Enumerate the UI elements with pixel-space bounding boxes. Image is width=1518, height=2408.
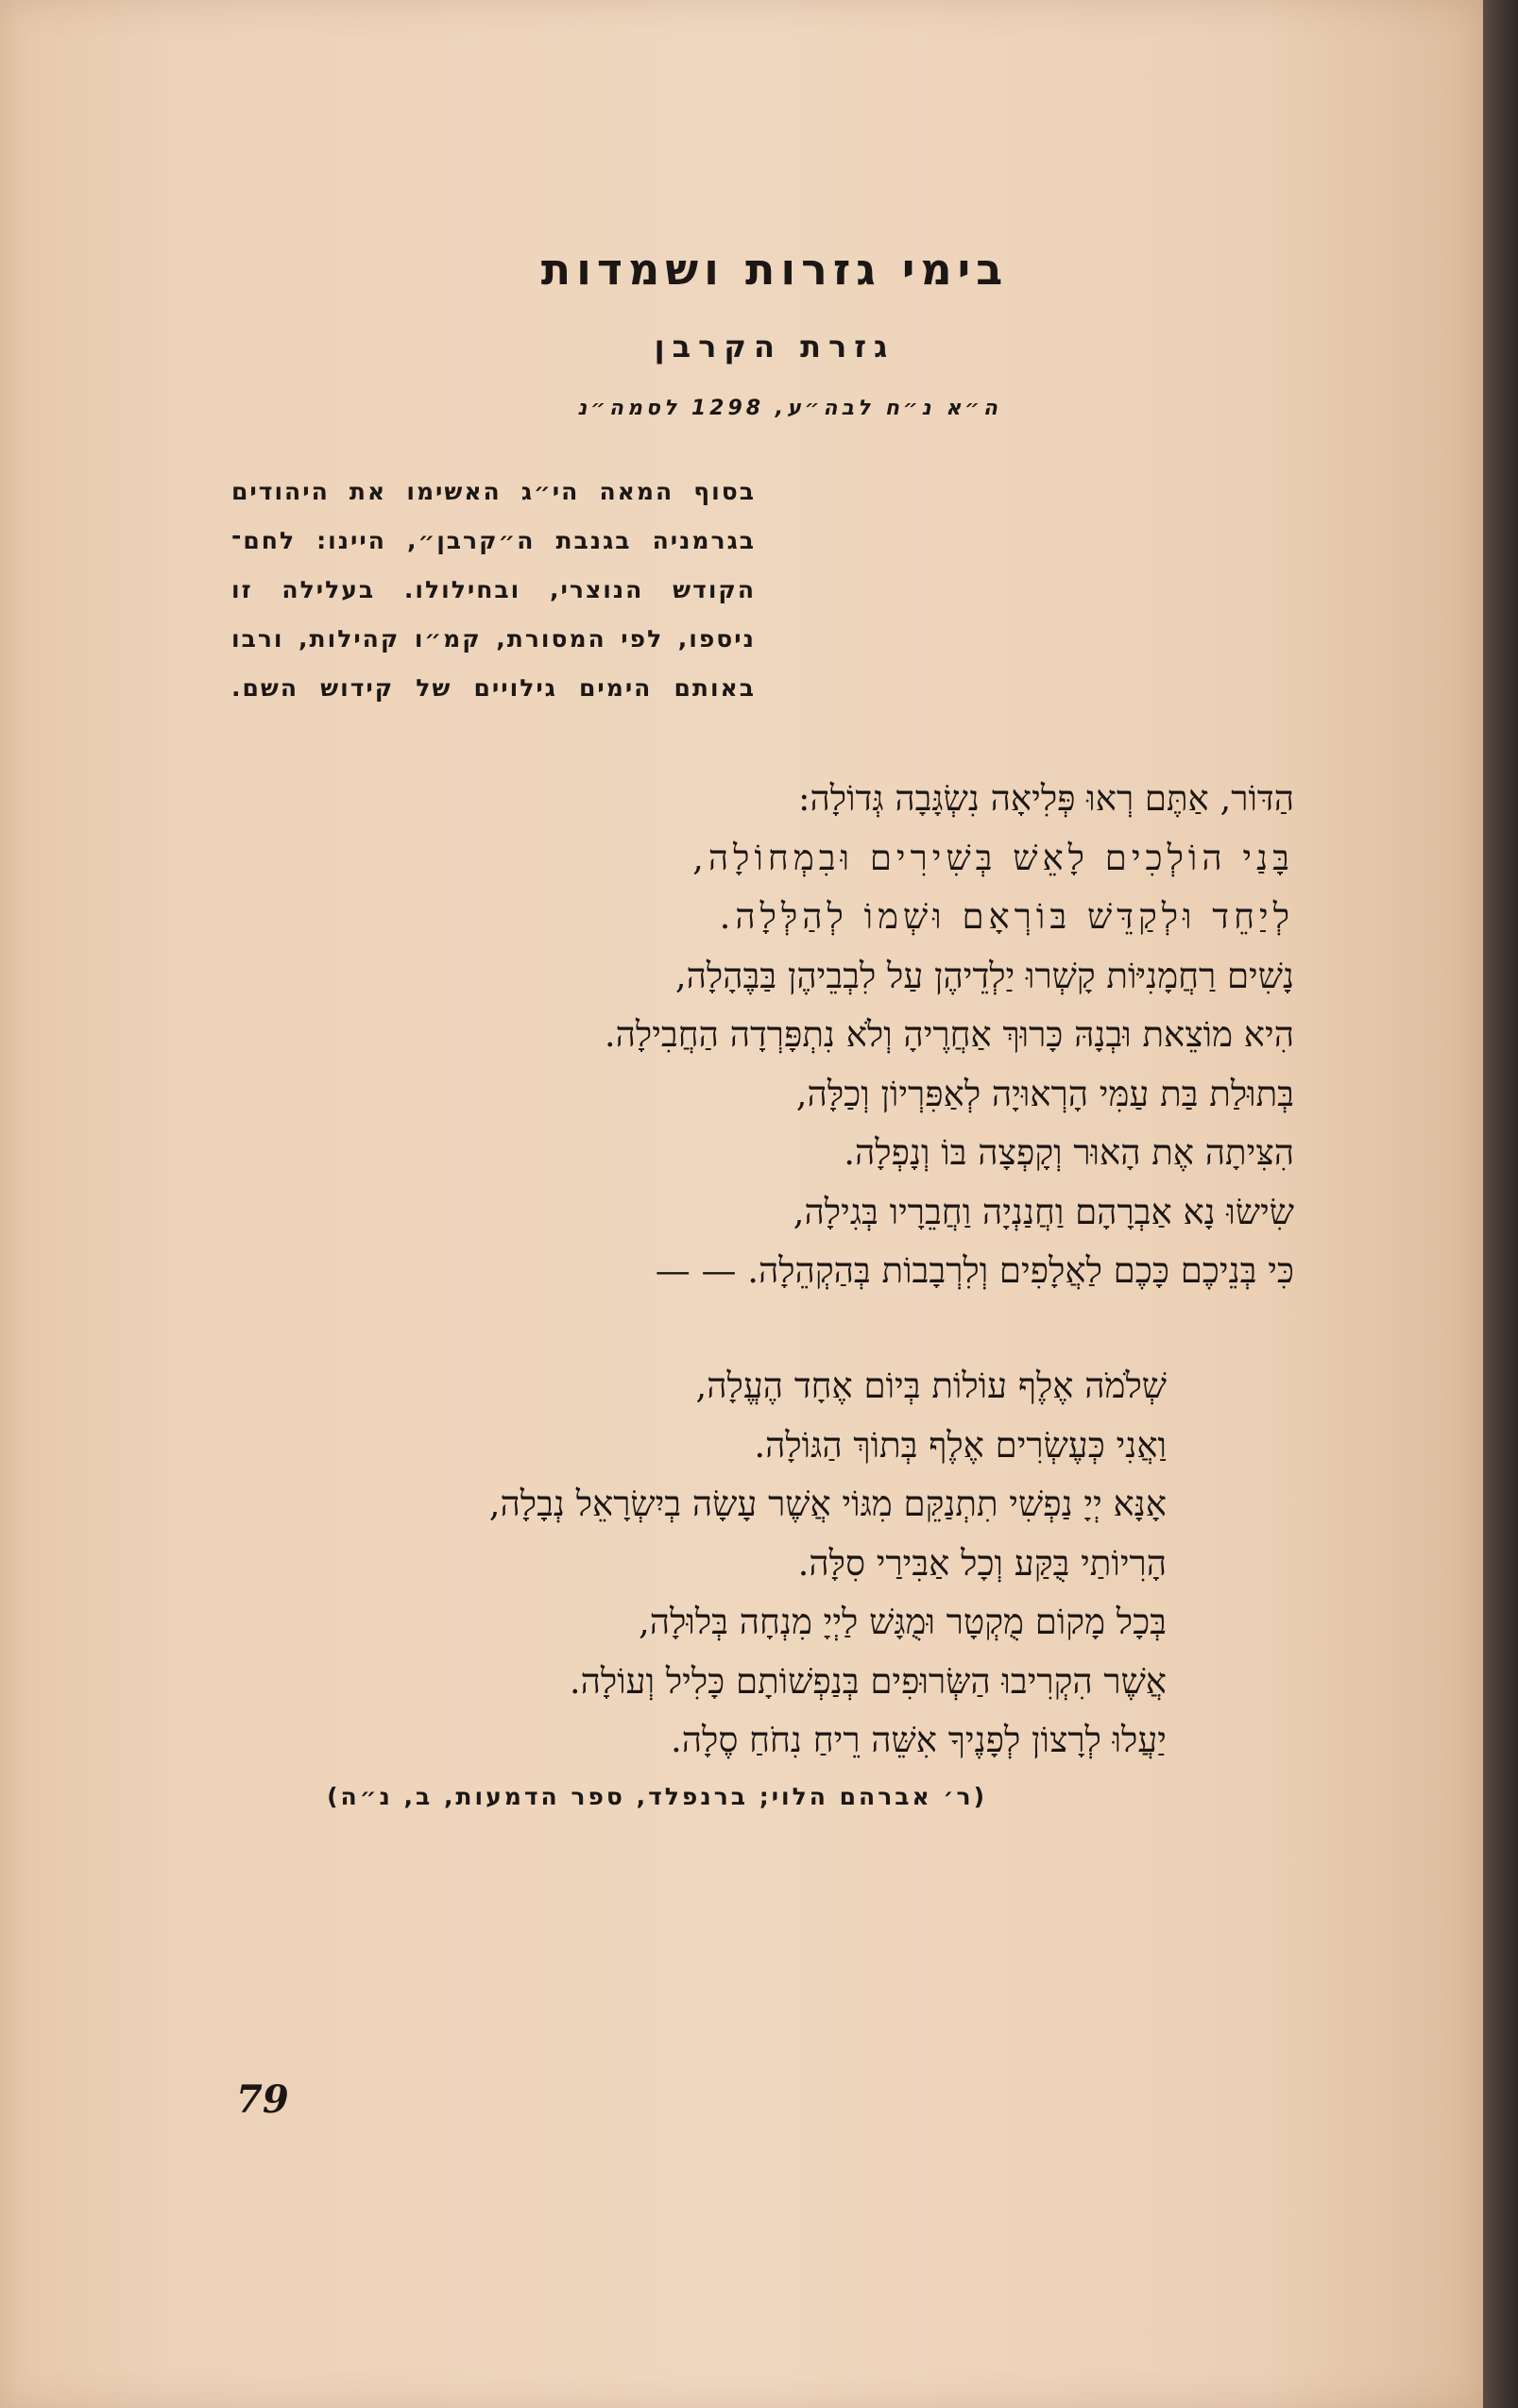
poem-line: שִׂישׂוּ נָא אַבְרָהָם וַחֲנַנְיָה וַחֲבֵרָיו בְּגִילָה, bbox=[793, 1191, 1294, 1232]
poem-line: הִצִּיתָה אֶת הָאוּר וְקָפְצָה בּוֹ וְנָפְלָה. bbox=[844, 1132, 1294, 1173]
source-citation: (ר׳ אברהם הלוי; ברנפלד, ספר הדמעות, ב, נ״ה) bbox=[327, 1783, 987, 1810]
poem-line: לְיַחֵד וּלְקַדֵּשׁ בּוֹרְאָם וּשְׁמוֹ לְהַלְּלָה. bbox=[719, 896, 1294, 937]
poem-line: כִּי בְּנֵיכֶם כָּכֶם לַאֲלָפִים וְלִרְבָבוֹת בְּהַקְהֵלָה. — — bbox=[655, 1250, 1294, 1291]
poem-stanza-2 bbox=[222, 1357, 1167, 1771]
intro-line: ניספו, לפי המסורת, קמ״ו קהילות, ורבו bbox=[231, 625, 756, 653]
page-title: בימי גזרות ושמדות bbox=[540, 244, 1009, 295]
poem-line: הִיא מוֹצֵאת וּבְנָהּ כָּרוּךְ אַחֲרֶיהָ וְלֹא נִתְפָּרְדָה הַחֲבִילָה. bbox=[604, 1014, 1294, 1055]
poem-line: אָנָּא יְיָ נַפְשִׁי תִתְנַקֵּם מִגּוֹי אֲשֶׁר עָשָׂה בְיִשְׂרָאֵל נְבָלָה, bbox=[488, 1484, 1167, 1524]
intro-line: הקודש הנוצרי, ובחילולו. בעלילה זו bbox=[231, 576, 756, 603]
intro-line: בגרמניה בגנבת ה״קרבן״, היינו: לחם־ bbox=[231, 527, 756, 554]
poem-line: בְּכָל מָקוֹם מֻקְטָר וּמֻגָּשׁ לַיְיָ מִנְחָה בְּלוּלָה, bbox=[639, 1602, 1167, 1642]
poem-line: וַאֲנִי כְּעֶשְׂרִים אֶלֶף בְּתוֹךְ הַגּוֹלָה. bbox=[754, 1424, 1167, 1466]
poem-line: בָּנַי הוֹלְכִים לָאֵשׁ בְּשִׁירִים וּבִמְחוֹלָה, bbox=[692, 837, 1294, 878]
page-number: 79 bbox=[236, 2077, 289, 2122]
poem-line: נָשִׁים רַחֲמָנִיּוֹת קָשְׁרוּ יַלְדֵיהֶן עַל לִבְבֵיהֶן בַּבֶּהָלָה, bbox=[674, 955, 1294, 996]
poem-line: הָרִיוֹתַי בֻּקַּע וְכָל אַבִּירַי סִלָּה. bbox=[797, 1542, 1167, 1584]
intro-line: בסוף המאה הי״ג האשימו את היהודים bbox=[231, 478, 756, 505]
intro-paragraph bbox=[231, 467, 756, 713]
poem-line: שְׁלֹמֹה אֶלֶף עוֹלוֹת בְּיוֹם אֶחָד הֶעֱלָה, bbox=[695, 1365, 1167, 1406]
intro-line: באותם הימים גילויים של קידוש השם. bbox=[231, 674, 756, 702]
poem-line: בְּתוּלַת בַּת עַמִּי הָרְאוּיָה לְאַפִּרְיוֹן וְכַלָּה, bbox=[795, 1073, 1294, 1114]
poem-stanza-1 bbox=[222, 770, 1294, 1301]
book-edge bbox=[1483, 0, 1518, 2408]
poem-line: יַעֲלוּ לְרָצוֹן לְפָנֶיךָ אִשֵּׁה רֵיחַ נִחֹחַ סֶלָה. bbox=[670, 1720, 1167, 1760]
dateline: ה״א נ״ח לבה״ע, 1298 לסמה״נ bbox=[577, 397, 1001, 420]
section-subtitle: גזרת הקרבן bbox=[654, 329, 895, 365]
poem-line: הַדּוֹר, אַתֶּם רְאוּ פְּלִיאָה נִשְׂגָּבָה גְּדוֹלָה: bbox=[798, 778, 1294, 819]
poem-line: אֲשֶׁר הִקְרִיבוּ הַשְּׂרוּפִים בְּנַפְשׁוֹתָם כָּלִיל וְעוֹלָה. bbox=[569, 1660, 1167, 1702]
